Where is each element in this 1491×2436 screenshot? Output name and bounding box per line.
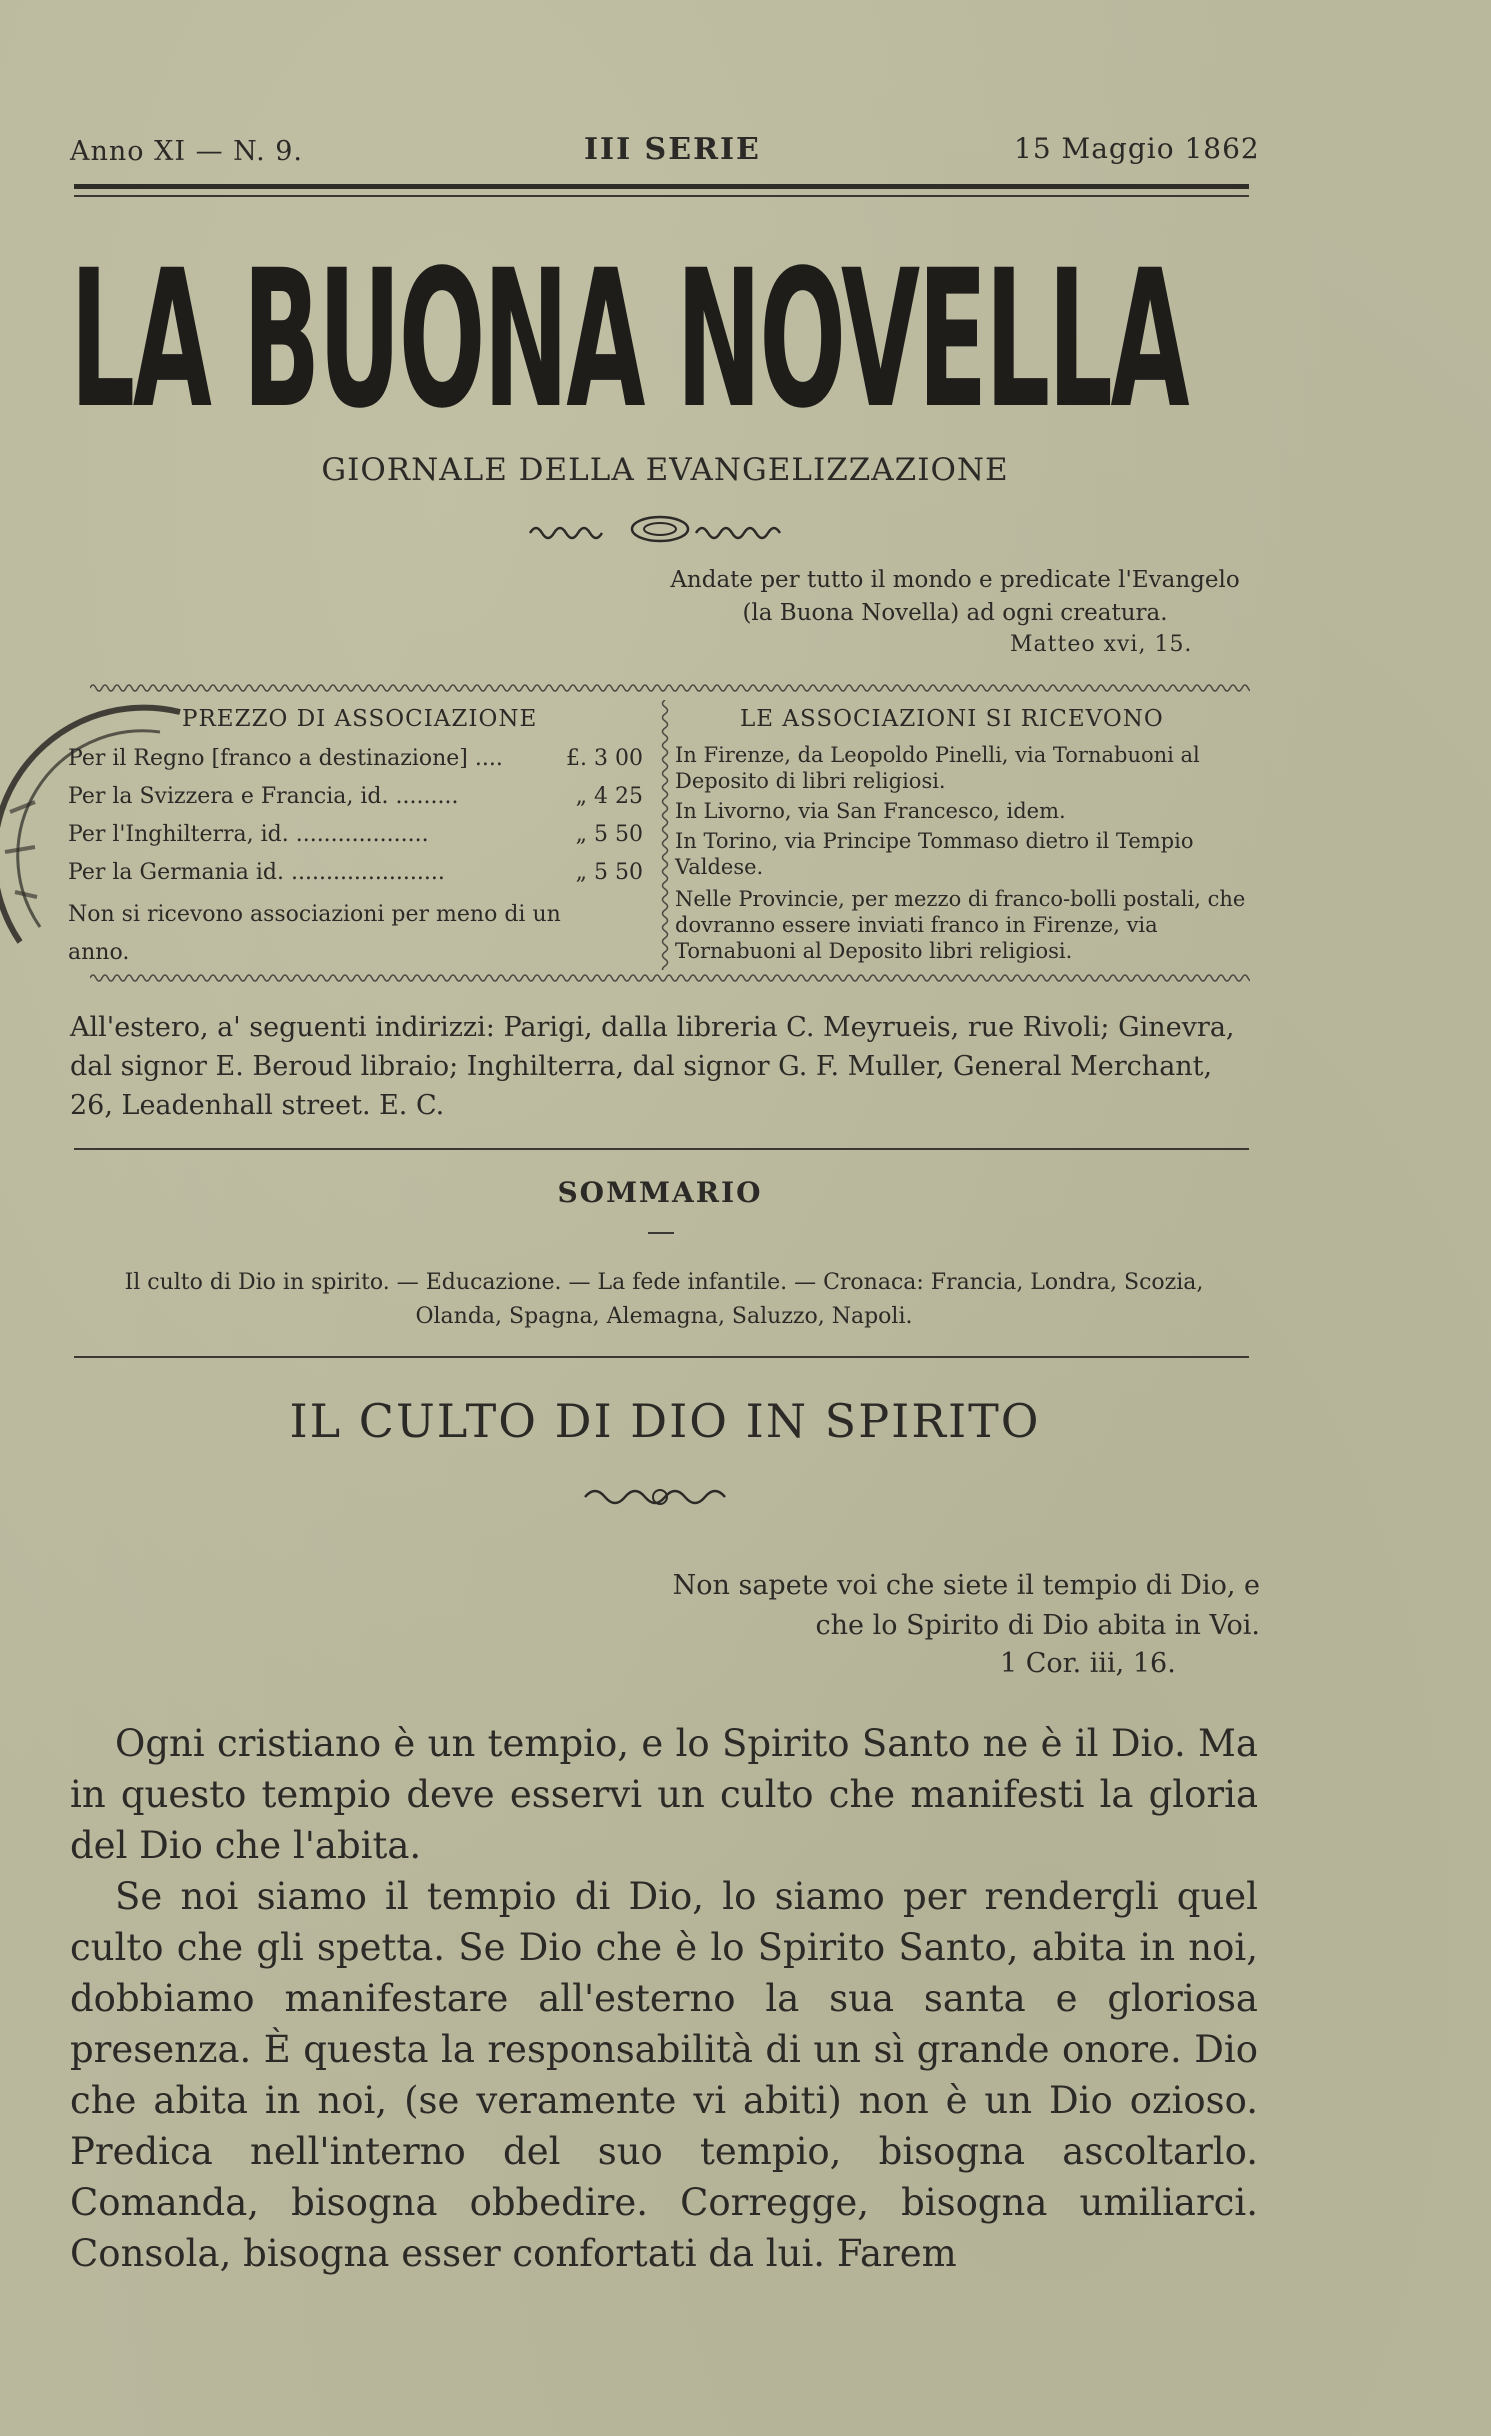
price-value: „ 4 25 bbox=[575, 784, 643, 809]
sommario-title: SOMMARIO bbox=[557, 1176, 763, 1209]
sommario-text: Il culto di Dio in spirito. — Educazione. — La fede infantile. — Cronaca: Francia, Londra, Scozia, Olanda, Spagna, Alemagna, Saluzzo, Napoli. bbox=[124, 1270, 1204, 1329]
price-label: Per l'Inghilterra, id. ................... bbox=[68, 822, 429, 847]
price-label: Per la Svizzera e Francia, id. ......... bbox=[68, 784, 459, 809]
section-rule bbox=[74, 1148, 1249, 1150]
postal-stamp-mark bbox=[0, 692, 190, 972]
wavy-divider-vertical bbox=[655, 700, 675, 970]
price-label: Per la Germania id. ...................... bbox=[68, 860, 445, 885]
price-value: „ 5 50 bbox=[575, 860, 643, 885]
receiving-line: Nelle Provincie, per mezzo di franco-bolli postali, che dovranno essere inviati franco in Firenze, via Tornabuoni al Deposito libri religiosi. bbox=[675, 887, 1246, 963]
sommario-dash bbox=[648, 1232, 674, 1234]
article-quote: Non sapete voi che siete il tempio di Dio, e che lo Spirito di Dio abita in Voi. bbox=[672, 1570, 1260, 1641]
masthead-title: LA BUONA NOVELLA bbox=[70, 229, 1188, 450]
quote-reference: 1 Cor. iii, 16. bbox=[1000, 1648, 1176, 1679]
receiving-title: LE ASSOCIAZIONI SI RICEVONO bbox=[740, 706, 1164, 732]
issue-number: Anno XI — N. 9. bbox=[70, 136, 303, 167]
price-label: Per il Regno [franco a destinazione] .... bbox=[68, 746, 503, 771]
receiving-line: In Torino, via Principe Tommaso dietro il Tempio Valdese. bbox=[675, 829, 1194, 879]
abroad-addresses: All'estero, a' seguenti indirizzi: Parigi, dalla libreria C. Meyrueis, rue Rivoli; Ginevra, dal signor E. Beroud libraio; Inghilterra, dal signor G. F. Muller, General Merchant, 26, Leadenhall street. E. C. bbox=[70, 1012, 1235, 1121]
wavy-rule-top bbox=[90, 680, 1250, 696]
article-paragraph: Se noi siamo il tempio di Dio, lo siamo per rendergli quel culto che gli spetta. Se Dio che è lo Spirito Santo, abita in noi, dobbiamo manifestare all'esterno la sua santa e gloriosa presenza. È questa la responsabilità di un sì grande onore. Dio che abita in noi, (se veramente vi abiti) non è un Dio ozioso. Predica nell'interno del suo tempio, bisogna ascoltarlo. Comanda, bisogna obbedire. Corregge, bisogna umiliarci. Consola, bisogna esser confortati da lui. Farem bbox=[70, 1875, 1258, 2275]
title-ornament bbox=[580, 1482, 740, 1512]
receiving-line: In Firenze, da Leopoldo Pinelli, via Tornabuoni al Deposito di libri religiosi. bbox=[675, 743, 1200, 793]
article-body bbox=[70, 1718, 1258, 2279]
wavy-rule-bottom bbox=[90, 970, 1250, 986]
receiving-line: In Livorno, via San Francesco, idem. bbox=[675, 799, 1066, 823]
price-value: £. 3 00 bbox=[566, 746, 643, 771]
article-paragraph: Ogni cristiano è un tempio, e lo Spirito Santo ne è il Dio. Ma in questo tempio deve esservi un culto che manifesti la gloria del Dio che l'abita. bbox=[70, 1722, 1258, 1867]
subscription-note: Non si ricevono associazioni per meno di un anno. bbox=[68, 902, 561, 965]
epigraph-text: Andate per tutto il mondo e predicate l'Evangelo (la Buona Novella) ad ogni creatura. bbox=[670, 567, 1240, 626]
section-rule bbox=[74, 1356, 1249, 1358]
header-rule-thin bbox=[74, 195, 1249, 197]
issue-date: 15 Maggio 1862 bbox=[1014, 132, 1260, 165]
series-label: III SERIE bbox=[584, 132, 761, 167]
ornament-flourish bbox=[520, 503, 800, 553]
epigraph-ref: Matteo xvi, 15. bbox=[1010, 632, 1193, 657]
masthead-subtitle: GIORNALE DELLA EVANGELIZZAZIONE bbox=[321, 452, 1009, 488]
article-title: IL CULTO DI DIO IN SPIRITO bbox=[289, 1394, 1041, 1448]
header-rule-thick bbox=[74, 184, 1249, 189]
subscription-title: PREZZO DI ASSOCIAZIONE bbox=[182, 706, 538, 732]
price-value: „ 5 50 bbox=[575, 822, 643, 847]
